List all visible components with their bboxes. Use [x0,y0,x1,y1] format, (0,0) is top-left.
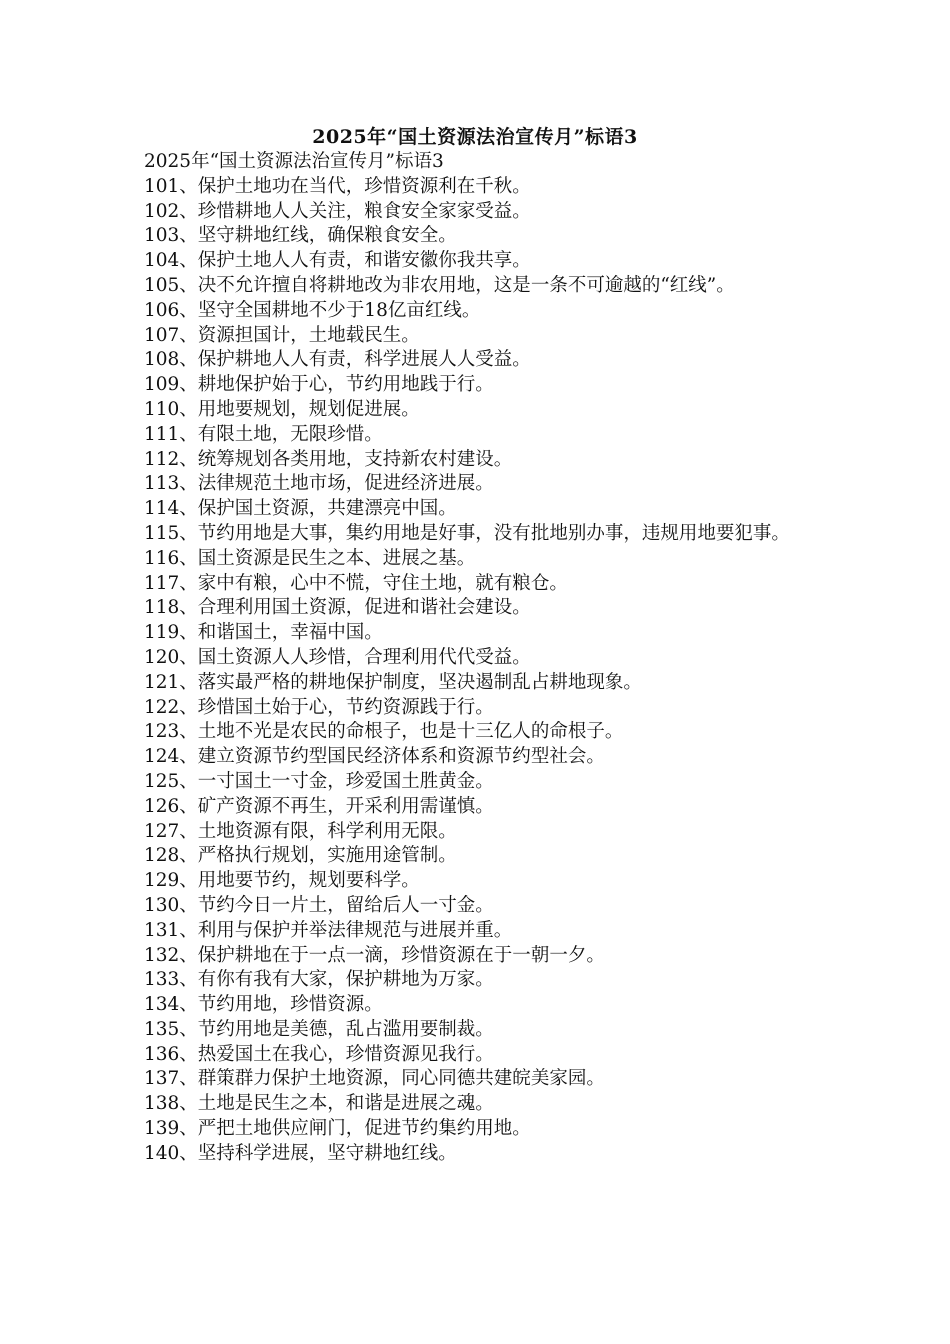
slogan-line: 101、保护土地功在当代，珍惜资源利在千秋。 [144,175,531,197]
slogan-line: 119、和谐国土，幸福中国。 [144,622,383,644]
document-title: 2025年“国土资源法治宣传月”标语3 [312,126,638,148]
slogan-line: 137、群策群力保护土地资源，同心同德共建皖美家园。 [144,1068,605,1090]
slogan-line: 129、用地要节约，规划要科学。 [144,870,420,892]
slogan-line: 102、珍惜耕地人人关注，粮食安全家家受益。 [144,200,531,222]
slogan-line: 104、保护土地人人有责，和谐安徽你我共享。 [144,250,531,272]
slogan-line: 118、合理利用国土资源，促进和谐社会建设。 [144,597,531,619]
slogan-line: 123、土地不光是农民的命根子，也是十三亿人的命根子。 [144,721,624,743]
slogan-line: 125、一寸国土一寸金，珍爱国土胜黄金。 [144,770,494,792]
slogan-line: 122、珍惜国土始于心，节约资源践于行。 [144,696,494,718]
slogan-line: 135、节约用地是美德，乱占滥用要制裁。 [144,1018,494,1040]
slogan-line: 116、国土资源是民生之本、进展之基。 [144,547,476,569]
slogan-line: 120、国土资源人人珍惜，合理利用代代受益。 [144,646,531,668]
slogan-line: 133、有你有我有大家，保护耕地为万家。 [144,969,494,991]
slogan-line: 139、严把土地供应闸门，促进节约集约用地。 [144,1118,531,1140]
slogan-line: 110、用地要规划，规划促进展。 [144,398,420,420]
slogan-line: 108、保护耕地人人有责，科学进展人人受益。 [144,349,531,371]
document-body [144,150,810,1167]
slogan-line: 134、节约用地，珍惜资源。 [144,994,383,1016]
slogan-line: 117、家中有粮，心中不慌，守住土地，就有粮仓。 [144,572,568,594]
slogan-line: 130、节约今日一片土，留给后人一寸金。 [144,894,494,916]
slogan-line: 136、热爱国土在我心，珍惜资源见我行。 [144,1043,494,1065]
slogan-line: 114、保护国土资源，共建漂亮中国。 [144,498,457,520]
slogan-line: 106、坚守全国耕地不少于18亿亩红线。 [144,299,481,321]
slogan-line: 128、严格执行规划，实施用途管制。 [144,845,457,867]
slogan-line: 111、有限土地，无限珍惜。 [144,423,383,445]
slogan-line: 132、保护耕地在于一点一滴，珍惜资源在于一朝一夕。 [144,944,605,966]
slogan-line: 140、坚持科学进展，坚守耕地红线。 [144,1142,457,1164]
slogan-line: 131、利用与保护并举法律规范与进展并重。 [144,919,513,941]
slogan-line: 113、法律规范土地市场，促进经济进展。 [144,473,494,495]
slogan-line: 107、资源担国计，土地载民生。 [144,324,420,346]
slogan-line: 103、坚守耕地红线，确保粮食安全。 [144,225,457,247]
slogan-line: 115、节约用地是大事，集约用地是好事，没有批地别办事，违规用地要犯事。 [144,522,790,544]
slogan-line: 138、土地是民生之本，和谐是进展之魂。 [144,1093,494,1115]
slogan-line: 124、建立资源节约型国民经济体系和资源节约型社会。 [144,746,605,768]
slogan-line: 105、决不允许擅自将耕地改为非农用地，这是一条不可逾越的“红线”。 [144,274,735,296]
slogan-line: 127、土地资源有限，科学利用无限。 [144,820,457,842]
slogan-line: 112、统筹规划各类用地，支持新农村建设。 [144,448,513,470]
slogan-line: 126、矿产资源不再生，开采利用需谨慎。 [144,795,494,817]
slogan-line: 121、落实最严格的耕地保护制度，坚决遏制乱占耕地现象。 [144,671,642,693]
body-line-subtitle: 2025年“国土资源法治宣传月”标语3 [144,151,444,172]
slogan-line: 109、耕地保护始于心，节约用地践于行。 [144,374,494,396]
